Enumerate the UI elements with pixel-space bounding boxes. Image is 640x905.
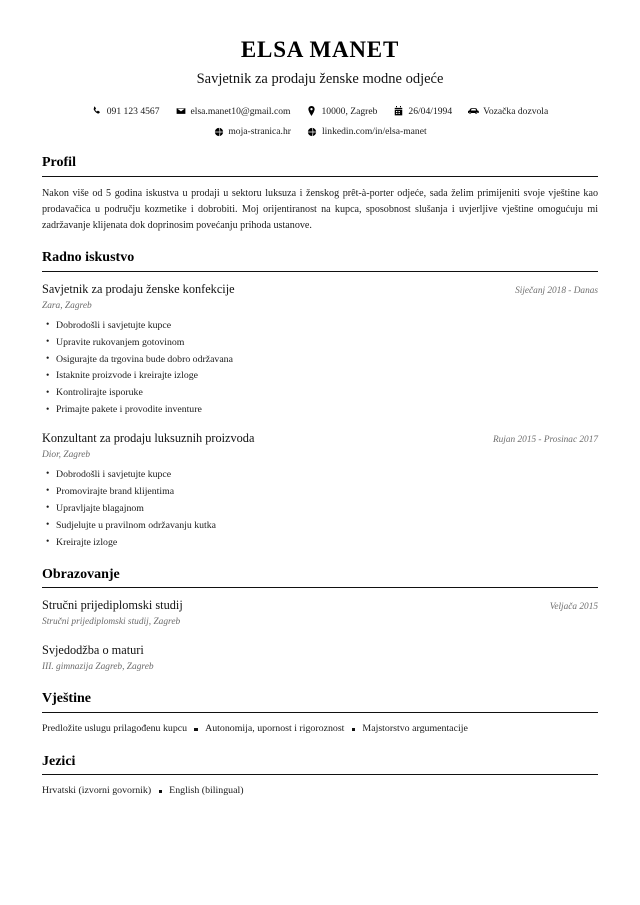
experience-job-title: Savjetnik za prodaju ženske konfekcije: [42, 281, 235, 296]
experience-company: Zara, Zagreb: [42, 300, 92, 311]
skill-item: Autonomija, upornost i rigoroznost: [205, 722, 345, 734]
contact-birthdate: [393, 105, 452, 118]
experience-entry-header: [42, 281, 598, 298]
envelope-icon: [176, 106, 187, 117]
section-languages: [42, 754, 598, 800]
skills-list: [42, 722, 598, 737]
list-item: • Dobrodošli i savjetujte kupce: [42, 469, 598, 482]
candidate-job-title: Savjetnik za prodaju ženske modne odjeće: [196, 70, 444, 87]
experience-entry-header: [42, 430, 598, 447]
list-item: • Promovirajte brand klijentima: [42, 486, 598, 499]
experience-job-title: Konzultant za prodaju luksuznih proizvoda: [42, 431, 255, 446]
list-item: • Dobrodošli i savjetujte kupce: [42, 320, 598, 333]
candidate-name: ELSA MANET: [240, 37, 400, 62]
bullet-separator-icon: [187, 728, 205, 731]
calendar-icon: [393, 106, 404, 117]
contact-email-text: elsa.manet10@gmail.com: [190, 105, 291, 117]
list-item: • Kreirajte izloge: [42, 537, 598, 550]
education-entry: [42, 597, 598, 629]
experience-entry: [42, 281, 598, 417]
education-entry: [42, 642, 598, 674]
list-item: • Sudjelujte u pravilnom održavanju kutka: [42, 520, 598, 533]
section-title-profile: Profil: [42, 155, 76, 171]
education-degree: Stručni prijediplomski studij: [42, 598, 183, 613]
globe-icon: [307, 126, 318, 137]
section-divider: [42, 587, 598, 588]
education-entry-header: [42, 642, 598, 659]
contact-website[interactable]: [213, 125, 291, 138]
globe-icon: [213, 126, 224, 137]
contact-email: [176, 105, 291, 118]
section-title-languages: Jezici: [42, 753, 76, 769]
education-institution: III. gimnazija Zagreb, Zagreb: [42, 661, 154, 672]
contact-linkedin[interactable]: [307, 125, 427, 138]
list-item: • Upravljajte blagajnom: [42, 503, 598, 516]
contact-row-primary: [42, 105, 598, 118]
bullet-separator-icon: [151, 790, 169, 793]
car-icon: [468, 106, 479, 117]
contact-driving-licence-text: Vozačka dozvola: [483, 105, 549, 117]
cv-header: [42, 36, 598, 138]
bullet-separator-icon: [344, 728, 362, 731]
experience-date-range: Siječanj 2018 - Danas: [515, 285, 598, 296]
contact-phone-text: 091 123 4567: [106, 105, 160, 117]
section-divider: [42, 271, 598, 272]
experience-date-range: Rujan 2015 - Prosinac 2017: [492, 435, 598, 446]
education-entry-header: [42, 597, 598, 614]
contact-location: [306, 105, 377, 118]
experience-responsibility-list: [42, 469, 598, 550]
section-education: [42, 567, 598, 674]
skill-item: Majstorstvo argumentacije: [362, 722, 468, 734]
section-title-experience: Radno iskustvo: [42, 250, 135, 266]
profile-summary-text: Nakon više od 5 godina iskustva u prodaji u sektoru luksuza i ženskog prêt-à-porter odjeće, sada želim primijeniti svoje vještine kao prodavačica u području kozmetike i dobrobiti. Moj orijentiranost na kupca, sposobnost slušanja i uvjerljive vještine omogućuju mi zadržavanje klijenata dok doprinosim povećanju prihoda ustanove.: [42, 188, 598, 231]
list-item: • Osigurajte da trgovina bude dobro održavana: [42, 354, 598, 367]
education-degree: Svjedodžba o maturi: [42, 643, 144, 658]
contact-linkedin-text: linkedin.com/in/elsa-manet: [321, 126, 427, 138]
list-item: • Upravite rukovanjem gotovinom: [42, 337, 598, 350]
education-date: Veljača 2015: [549, 602, 598, 613]
map-pin-icon: [306, 106, 317, 117]
phone-icon: [92, 106, 103, 117]
list-item: • Primajte pakete i provodite inventure: [42, 404, 598, 417]
experience-company: Dior, Zagreb: [42, 449, 91, 460]
section-divider: [42, 176, 598, 177]
section-experience: [42, 250, 598, 549]
contact-row-secondary: [42, 125, 598, 138]
contact-website-text: moja-stranica.hr: [228, 126, 291, 138]
languages-list: [42, 784, 598, 799]
list-item: • Istaknite proizvode i kreirajte izloge: [42, 370, 598, 383]
education-institution: Stručni prijediplomski studij, Zagreb: [42, 616, 181, 627]
list-item: • Kontrolirajte isporuke: [42, 387, 598, 400]
contact-driving-licence: [468, 105, 548, 118]
skill-item: Predložite uslugu prilagođenu kupcu: [42, 722, 188, 734]
section-title-education: Obrazovanje: [42, 566, 120, 582]
contact-birthdate-text: 26/04/1994: [408, 105, 453, 117]
language-item: Hrvatski (izvorni govornik): [42, 785, 152, 797]
language-item: English (bilingual): [169, 785, 244, 797]
experience-responsibility-list: [42, 320, 598, 418]
contact-phone: [92, 105, 160, 118]
section-profile: [42, 155, 598, 233]
experience-entry: [42, 430, 598, 549]
section-divider: [42, 712, 598, 713]
contact-location-text: 10000, Zagreb: [321, 105, 378, 117]
section-skills: [42, 691, 598, 737]
section-title-skills: Vještine: [42, 690, 91, 706]
section-divider: [42, 774, 598, 775]
